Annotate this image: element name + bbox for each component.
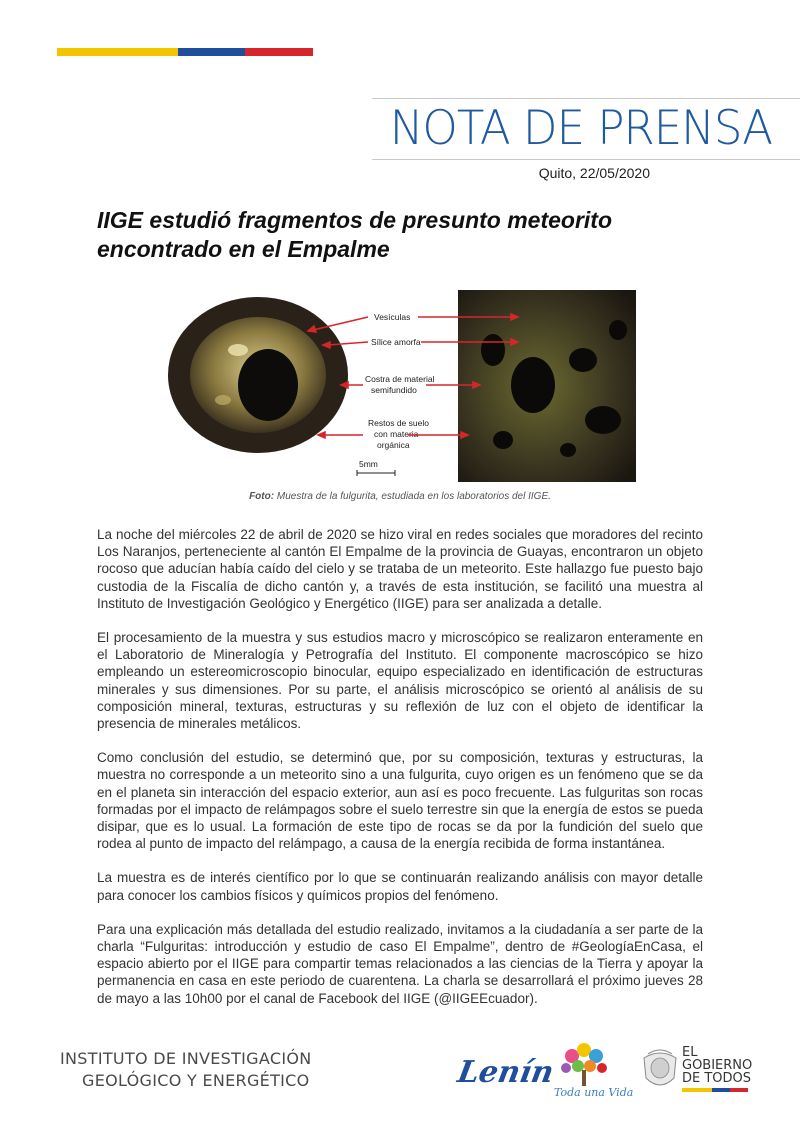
coat-of-arms-icon [640, 1048, 680, 1092]
caption-text: Muestra de la fulgurita, estudiada en los laboratorios del IIGE. [276, 491, 551, 502]
slogan: Toda una Vida [554, 1086, 634, 1099]
paragraph: La muestra es de interés científico por lo que se continuarán realizando análisis con mayor detalle para conocer los cambios físicos y químicos propios del fenómeno. [97, 870, 703, 903]
institute-line-1: INSTITUTO DE INVESTIGACIÓN [60, 1049, 312, 1068]
institute-line-2: GEOLÓGICO Y ENERGÉTICO [82, 1071, 310, 1090]
lenin-logo: Lenín [454, 1055, 557, 1090]
paragraph: Como conclusión del estudio, se determinó que, por su composición, texturas y estructuras, la muestra no corresponde a un meteorito sino a una fulgurita, cuyo origen es un fenómeno que se da en el planeta sin interacción del espacio exterior, aun así es poco frecuente. Las fulguritas son rocas formadas por el impacto de relámpagos sobre el suelo terrestre sin que la energía de estos se pueda disipar, que es lo usual. La formación de este tipo de rocas se da por la fundición del suelo que rodea al punto de impacto del relámpago, a causa de la energía recibida de forma instantánea. [97, 750, 703, 852]
paragraph: El procesamiento de la muestra y sus estudios macro y microscópico se realizaron enteramente en el Laboratorio de Mineralogía y Petrografía del Instituto. El componente macroscópico se hizo empleando un estereomicroscopio binocular, equipo especializado en identificación de estructuras minerales y sus dimensiones. Por su parte, el análisis microscópico se orientó al análisis de su composición mineral, texturas, estructuras y su reflexión de luz con el objeto de identificar la presencia de minerales metálicos. [97, 630, 703, 732]
label-restos-2: con materia [374, 429, 419, 439]
gobierno-logo [682, 1046, 752, 1085]
scale-label: 5mm [359, 459, 378, 469]
paragraph: La noche del miércoles 22 de abril de 2020 se hizo viral en redes sociales que moradores del recinto Los Naranjos, perteneciente al cantón El Empalme de la provincia de Guayas, encontraron un objeto rocoso que aducían había caído del cielo y se trataba de un meteorito. Este hallazgo fue puesto bajo custodia de la Fiscalía de dicho cantón y, a través de esta institución, se facilitó una muestra al Instituto de Investigación Geológico y Energético (IIGE) para ser analizada a detalle. [97, 527, 703, 611]
label-vesiculas: Vesículas [374, 312, 411, 322]
gob-bar-yellow [682, 1088, 712, 1092]
tricolor-bar [57, 48, 313, 56]
gob-line-2: GOBIERNO [682, 1058, 753, 1073]
label-silice: Sílice amorfa [371, 337, 421, 347]
gob-bar-blue [712, 1088, 730, 1092]
article-body [97, 526, 703, 1024]
label-restos-1: Restos de suelo [368, 418, 429, 428]
photo-caption [0, 491, 800, 502]
label-restos-3: orgánica [377, 440, 410, 450]
gob-line-1: EL [682, 1045, 698, 1060]
label-costra-2: semifundido [371, 385, 417, 395]
gob-bar-red [730, 1088, 748, 1092]
flag-blue [178, 48, 245, 56]
flag-yellow [57, 48, 178, 56]
gobierno-tricolor [682, 1088, 748, 1092]
press-release-heading: NOTA DE PRENSA [389, 99, 772, 156]
institute-logo [60, 1048, 312, 1092]
paragraph: Para una explicación más detallada del estudio realizado, invitamos a la ciudadanía a ser parte de la charla “Fulguritas: introducción y estudio de caso El Empalme”, dentro de #GeologíaEnCasa, el espacio abierto por el IIGE para compartir temas relacionados a las ciencias de la Tierra y apoyar la permanencia en casa en este periodo de cuarentena. La charla se desarrollará el próximo jueves 28 de mayo a las 10h00 por el canal de Facebook del IIGE (@IIGEEcuador). [97, 921, 703, 1006]
flag-red [245, 48, 313, 56]
specimen-left-hole [238, 349, 298, 421]
dateline: Quito, 22/05/2020 [538, 165, 650, 181]
gob-line-3: DE TODOS [682, 1071, 752, 1086]
fulgurite-photo [163, 290, 636, 482]
label-costra-1: Costra de material [365, 374, 435, 384]
article-title: IIGE estudió fragmentos de presunto meteorito encontrado en el Empalme [97, 207, 613, 262]
caption-label: Foto: [249, 491, 275, 502]
